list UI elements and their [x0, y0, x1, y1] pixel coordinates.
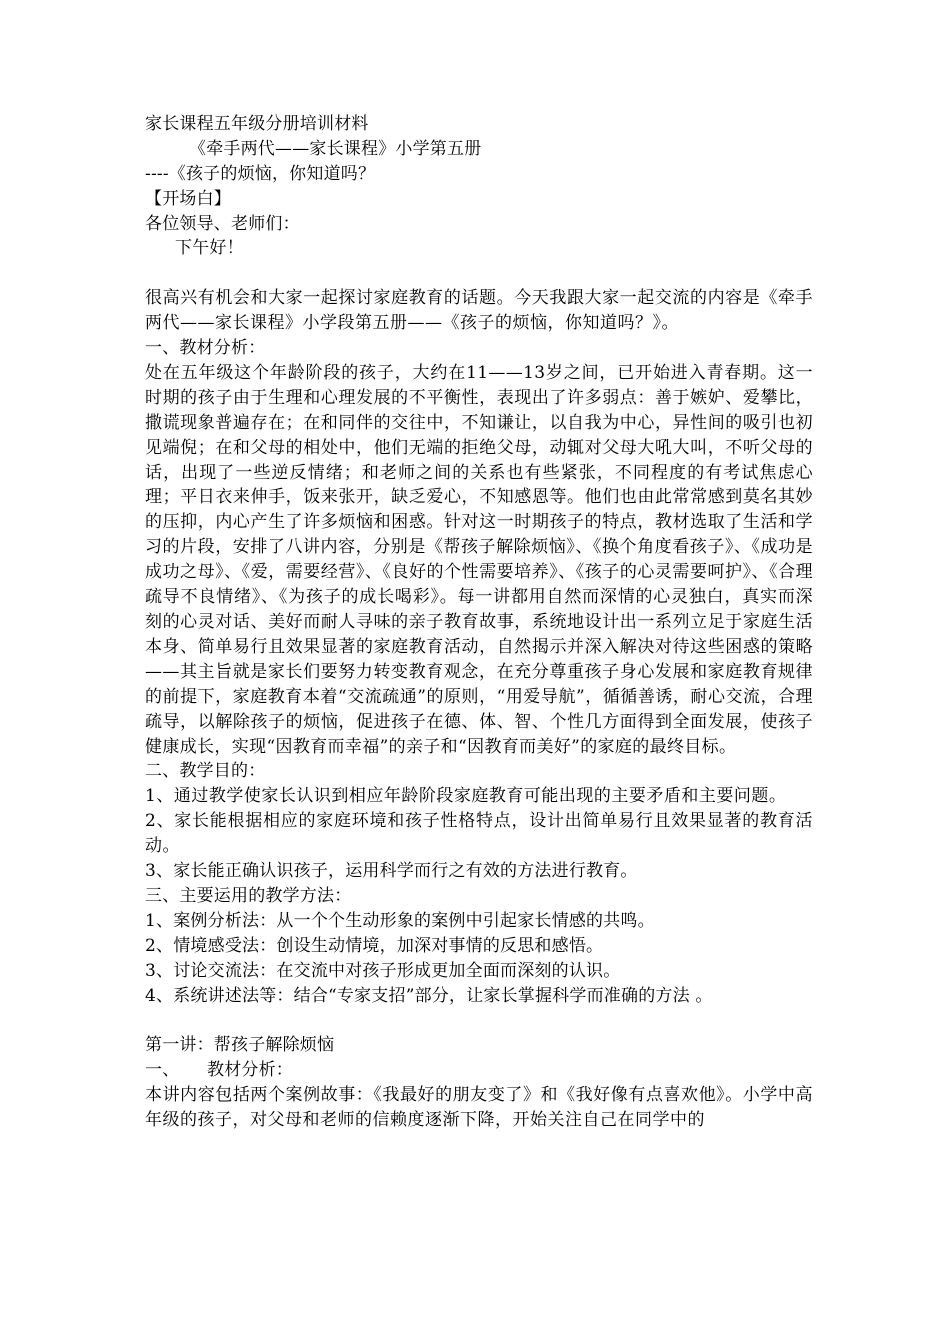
document-page [145, 112, 813, 1133]
section3-item-3: 3、讨论交流法：在交流中对孩子形成更加全面而深刻的认识。 [145, 960, 621, 981]
document-subtitle: 《牵手两代——家长课程》小学第五册 [189, 138, 482, 159]
section1-body: 处在五年级这个年龄阶段的孩子，大约在11——13岁之间，已开始进入青春期。这一时期的孩子由于生理和心理发展的不平衡性，表现出了许多弱点：善于嫉妒、爱攀比，撒谎现象普遍存在；在和同伴的交往中，不知谦让，以自我为中心，异性间的吸引也初见端倪；在和父母的相处中，他们无端的拒绝父母，动辄对父母大吼大叫，不听父母的话，出现了一些逆反情绪；和老师之间的关系也有些紧张，不同程度的有考试焦虑心理；平日衣来伸手，饭来张开，缺乏爱心，不知感恩等。他们也由此常常感到莫名其妙的压抑，内心产生了许多烦恼和困惑。针对这一时期孩子的特点，教材选取了生活和学习的片段，安排了八讲内容，分别是《帮孩子解除烦恼》、《换个角度看孩子》、《成功是成功之母》、《爱，需要经营》、《良好的个性需要培养》、《孩子的心灵需要呵护》、《合理疏导不良情绪》、《为孩子的成长喝彩》。每一讲都用自然而深情的心灵独白，真实而深刻的心灵对话、美好而耐人寻味的亲子教育故事，系统地设计出一系列立足于家庭生活本身、简单易行且效果显著的家庭教育活动，自然揭示并深入解决对待这些困惑的策略——其主旨就是家长们要努力转变教育观念，在充分尊重孩子身心发展和家庭教育规律的前提下，家庭教育本着“交流疏通”的原则，“用爱导航”，循循善诱，耐心交流，合理疏导，以解除孩子的烦恼，促进孩子在德、体、智、个性几方面得到全面发展，使孩子健康成长，实现“因教育而幸福”的亲子和“因教育而美好”的家庭的最终目标。 [145, 362, 813, 757]
section3-item-1: 1、案例分析法：从一个个生动形象的案例中引起家长情感的共鸣。 [145, 910, 655, 931]
section2-item-2: 2、家长能根据相应的家庭环境和孩子性格特点，设计出简单易行且效果显著的教育活动。 [145, 811, 813, 857]
section2-item-1: 1、通过教学使家长认识到相应年龄阶段家庭教育可能出现的主要矛盾和主要问题。 [145, 786, 787, 807]
salutation: 各位领导、老师们： [145, 213, 300, 234]
blank-line [145, 1008, 813, 1033]
intro-paragraph: 很高兴有机会和大家一起探讨家庭教育的话题。今天我跟大家一起交流的内容是《牵手两代——家长课程》小学段第五册——《孩子的烦恼，你知道吗？》。 [145, 288, 813, 334]
lecture1-sub-number: 一、 [145, 1060, 180, 1081]
lecture1-sub-heading: 教材分析： [207, 1060, 293, 1081]
greeting: 下午好！ [175, 238, 244, 259]
document-title: 家长课程五年级分册培训材料 [145, 114, 369, 134]
section3-item-2: 2、情境感受法：创设生动情境，加深对事情的反思和感悟。 [145, 935, 604, 956]
section1-heading: 一、教材分析： [145, 338, 266, 359]
section2-heading: 二、教学目的： [145, 761, 266, 782]
section3-heading: 三、主要运用的教学方法： [145, 885, 352, 906]
lecture1-subheading [145, 1058, 813, 1083]
lecture1-body: 本讲内容包括两个案例故事：《我最好的朋友变了》和《我好像有点喜欢他》。小学中高年级的孩子，对父母和老师的信赖度逐渐下降，开始关注自己在同学中的 [145, 1085, 813, 1130]
section3-item-4: 4、系统讲述法等：结合“专家支招”部分，让家长掌握科学而准确的方法 。 [145, 985, 713, 1006]
document-topic: ----《孩子的烦恼，你知道吗？ [145, 163, 376, 184]
section2-item-3: 3、家长能正确认识孩子，运用科学而行之有效的方法进行教育。 [145, 861, 638, 882]
lecture1-heading: 第一讲：帮孩子解除烦恼 [145, 1035, 335, 1056]
blank-line [145, 261, 813, 286]
opening-heading: 【开场白】 [145, 188, 231, 209]
